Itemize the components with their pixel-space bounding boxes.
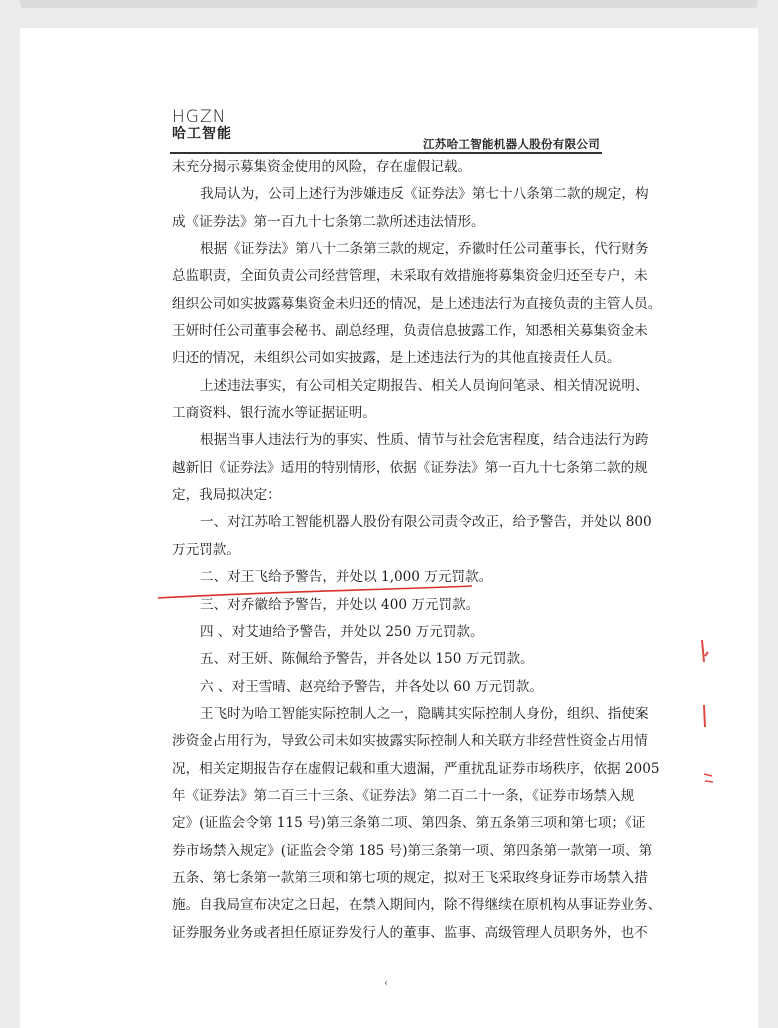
text-line: 王妍时任公司董事会秘书、副总经理，负责信息披露工作，知悉相关募集资金未 (172, 323, 648, 340)
text-line: 成《证券法》第一百九十七条第二款所述违法情形。 (172, 213, 485, 230)
red-margin-mark (704, 774, 713, 782)
penalty-item-3: 三、对乔徽给予警告，并处以 400 万元罚款。 (200, 596, 480, 613)
text-line: 根据《证券法》第八十二条第三款的规定，乔徽时任公司董事长，代行财务 (200, 241, 649, 258)
text-line: 归还的情况，未组织公司如实披露，是上述违法行为的其他直接责任人员。 (172, 350, 621, 367)
text-line: 况，相关定期报告存在虚假记载和重大遗漏，严重扰乱证券市场秩序，依据 2005 (172, 760, 660, 777)
red-margin-mark (702, 640, 708, 662)
text-line: 定》(证监会令第 115 号)第三条第二项、第四条、第五条第三项和第七项；《证 (172, 815, 646, 832)
text-line: 年《证券法》第二百三十三条、《证券法》第二百二十一条，《证券市场禁入规 (172, 787, 635, 804)
penalty-item-1: 一、对江苏哈工智能机器人股份有限公司责令改正，给予警告，并处以 800 (200, 514, 652, 531)
company-name-header: 江苏哈工智能机器人股份有限公司 (423, 137, 600, 151)
text-line: 券市场禁入规定》(证监会令第 185 号)第三条第一项、第四条第一款第一项、第 (172, 842, 653, 859)
text-line: 组织公司如实披露募集资金未归还的情况，是上述违法行为直接负责的主管人员。 (172, 295, 662, 312)
text-line: 越新旧《证券法》适用的特别情形，依据《证券法》第一百九十七条第二款的规 (172, 459, 648, 476)
text-line: 总监职责，全面负责公司经营管理，未采取有效措施将募集资金归还至专户，未 (172, 268, 648, 285)
text-line: 五条、第七条第一款第三项和第七项的规定，拟对王飞采取终身证券市场禁入措 (172, 869, 648, 886)
penalty-item-6: 六 、对王雪晴、赵亮给予警告，并各处以 60 万元罚款。 (200, 678, 543, 695)
text-line: 万元罚款。 (172, 541, 240, 558)
penalty-item-4: 四 、对艾迪给予警告，并处以 250 万元罚款。 (200, 623, 484, 640)
text-line: 王飞时为哈工智能实际控制人之一，隐瞒其实际控制人身份，组织、指使案 (200, 705, 649, 722)
text-line: 根据当事人违法行为的事实、性质、情节与社会危害程度，结合违法行为跨 (200, 432, 649, 449)
text-line: 定，我局拟决定： (172, 487, 281, 504)
red-underline-annotation (158, 586, 472, 598)
logo-en: HGZN (172, 107, 227, 127)
text-line: 上述违法事实，有公司相关定期报告、相关人员询问笔录、相关情况说明、 (200, 377, 649, 394)
text-line: 工商资料、银行流水等证据证明。 (172, 405, 376, 422)
red-margin-mark (704, 705, 705, 727)
text-line: 证券服务业务或者担任原证券发行人的董事、监事、高级管理人员职务外，也不 (172, 924, 648, 941)
penalty-item-5: 五、对王妍、陈佩给予警告，并各处以 150 万元罚款。 (200, 651, 534, 668)
text-line: 我局认为，公司上述行为涉嫌违反《证券法》第七十八条第二款的规定，构 (200, 186, 649, 203)
logo-cn: 哈工智能 (172, 126, 232, 142)
page-mark: ‹ (384, 978, 388, 989)
penalty-item-2: 二、对王飞给予警告，并处以 1,000 万元罚款。 (200, 569, 493, 586)
text-line: 涉资金占用行为，导致公司未如实披露实际控制人和关联方非经营性资金占用情 (172, 733, 648, 750)
text-line: 未充分揭示募集资金使用的风险，存在虚假记载。 (172, 159, 472, 175)
text-line: 施。自我局宣布决定之日起，在禁入期间内，除不得继续在原机构从事证券业务、 (172, 897, 662, 914)
